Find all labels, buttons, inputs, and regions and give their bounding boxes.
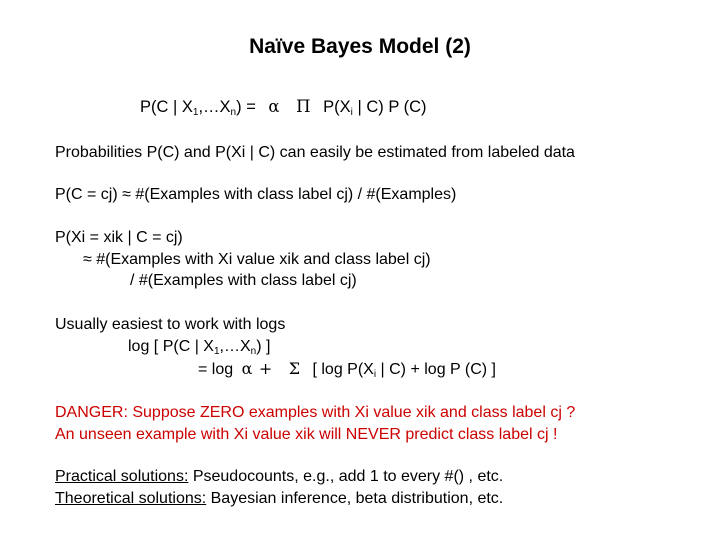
formula-subscript-1: 1	[192, 107, 199, 118]
log-dots: ,…X	[219, 338, 251, 355]
product-symbol: Π	[296, 97, 311, 116]
formula-subscript-i: i	[350, 107, 353, 118]
slide-title: Naïve Bayes Model (2)	[249, 35, 471, 58]
alpha-symbol: α	[268, 97, 280, 116]
theoretical-solutions	[55, 489, 503, 509]
sum-symbol: Σ	[288, 359, 301, 378]
log-alpha-symbol: α	[241, 359, 253, 378]
naive-bayes-formula	[140, 97, 427, 117]
danger-warning-line1: DANGER: Suppose ZERO examples with Xi value xik and class label cj ?	[55, 404, 576, 421]
log-lhs: log [ P(C | X	[128, 338, 214, 355]
formula-subscript-n: n	[230, 107, 237, 118]
log-subscript-i: i	[373, 369, 377, 380]
danger-warning-line2: An unseen example with Xi value xik will NEVER predict class label cj !	[55, 426, 558, 443]
log-formula-line2	[198, 359, 496, 380]
log-subscript-1: 1	[213, 346, 220, 357]
theoretical-solutions-label: Theoretical solutions:	[55, 490, 207, 507]
logs-intro: Usually easiest to work with logs	[55, 316, 286, 333]
formula-lhs: P(C | X	[140, 98, 193, 116]
log-sum-suffix: | C) + log P (C) ]	[376, 361, 496, 378]
formula-dots: ,…X	[198, 98, 231, 116]
theoretical-solutions-text: Bayesian inference, beta distribution, etc.	[206, 490, 504, 507]
practical-solutions-text: Pseudocounts, e.g., add 1 to every #() , etc.	[188, 468, 504, 485]
formula-rhs-suffix: | C) P (C)	[352, 98, 427, 116]
conditional-estimate-line3: / #(Examples with class label cj)	[130, 272, 357, 289]
log-subscript-n: n	[250, 346, 257, 357]
class-prior-estimate: P(C = cj) ≈ #(Examples with class label cj) / #(Examples)	[55, 186, 457, 203]
practical-solutions	[55, 467, 503, 487]
plus-symbol: +	[258, 359, 273, 378]
log-sum-body: [ log P(X	[312, 361, 374, 378]
practical-solutions-label: Practical solutions:	[55, 468, 189, 485]
log-formula-line1	[128, 337, 270, 357]
formula-rhs: P(X	[323, 98, 351, 116]
formula-equals: ) =	[236, 98, 256, 116]
conditional-estimate-line1: P(Xi = xik | C = cj)	[55, 229, 183, 246]
conditional-estimate-line2: ≈ #(Examples with Xi value xik and class label cj)	[83, 251, 431, 268]
log-lhs-close: ) ]	[256, 338, 271, 355]
log-equals: = log	[198, 361, 234, 378]
estimation-statement: Probabilities P(C) and P(Xi | C) can easily be estimated from labeled data	[55, 144, 575, 161]
